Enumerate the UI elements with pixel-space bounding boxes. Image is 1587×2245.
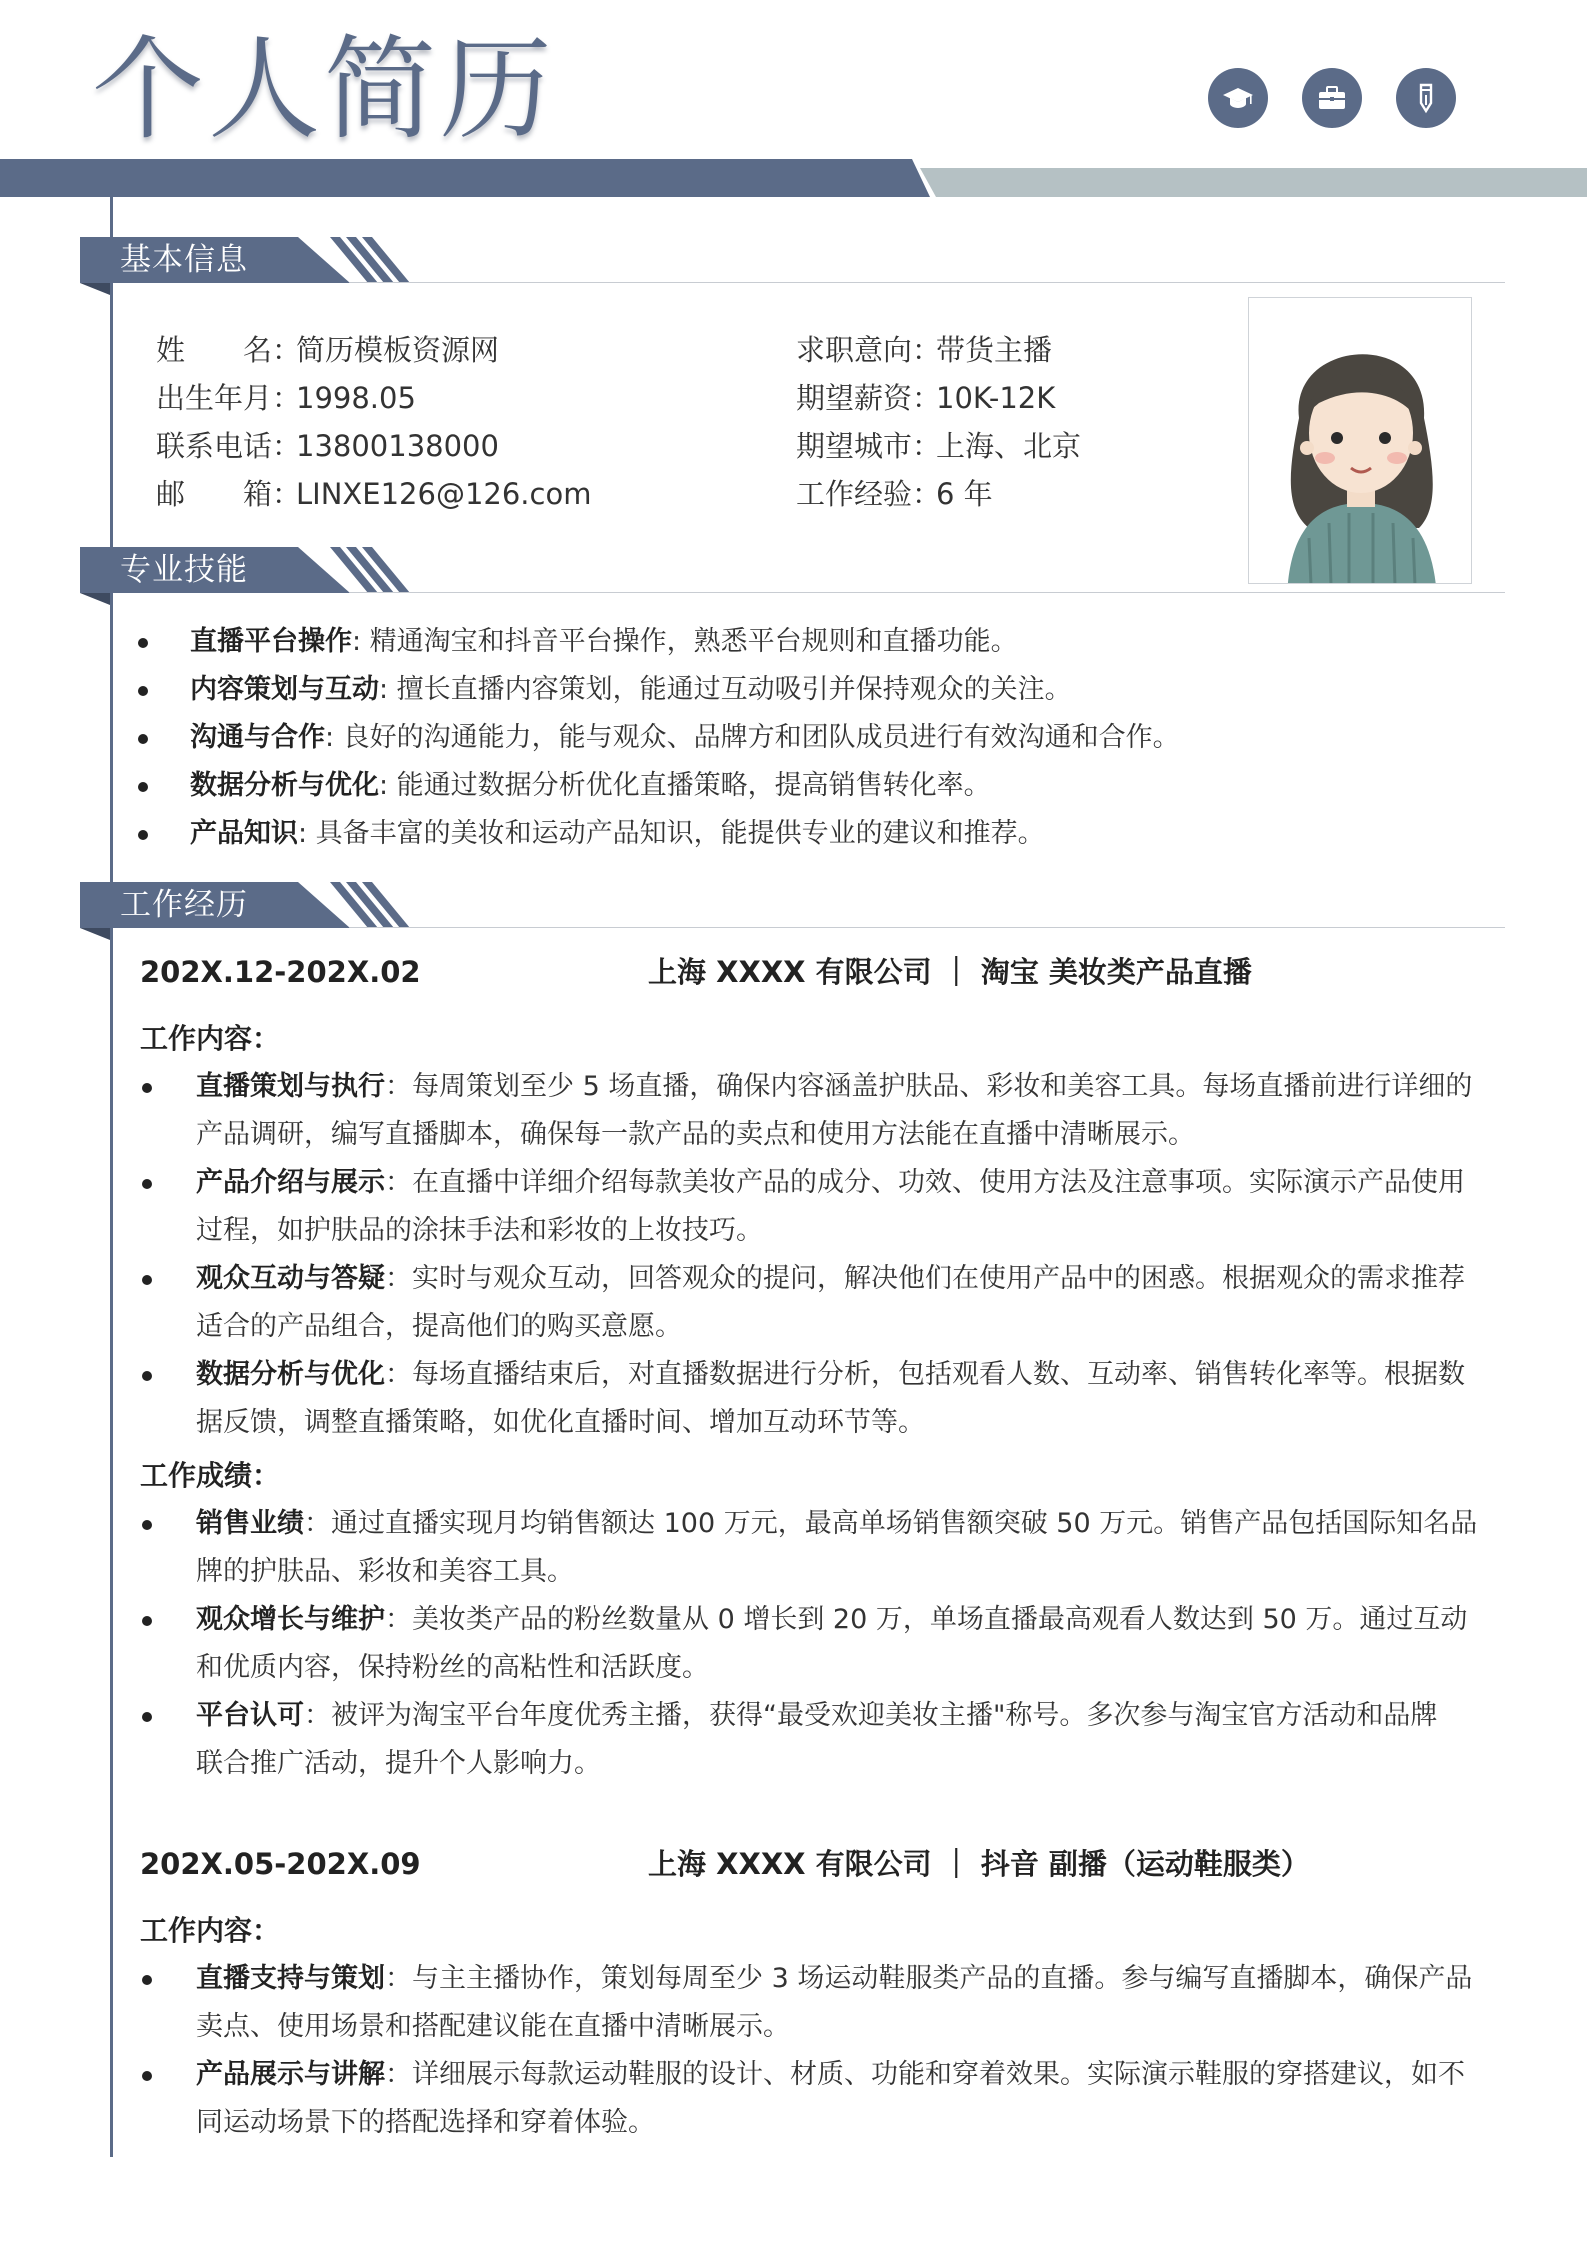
job-company: 上海 XXXX 有限公司 ｜ 抖音 副播（运动鞋服类） xyxy=(648,1847,1310,1881)
header-bar-light xyxy=(920,168,1587,197)
job-header xyxy=(140,1840,1510,1888)
job-result-list xyxy=(140,1500,1510,1788)
list-item: 直播策划与执行：每周策划至少 5 场直播，确保内容涵盖护肤品、彩妆和美容工具。每场直播前进行详细的 产品调研，编写直播脚本，确保每一款产品的卖点和使用方法能在直播中清晰展示。 xyxy=(140,1063,1510,1159)
list-item: 直播支持与策划：与主主播协作，策划每周至少 3 场运动鞋服类产品的直播。参与编写直播脚本，确保产品 卖点、使用场景和搭配建议能在直播中清晰展示。 xyxy=(140,1955,1510,2051)
section-title-experience: 工作经历 xyxy=(120,887,248,923)
list-item: 观众增长与维护：美妆类产品的粉丝数量从 0 增长到 20 万，单场直播最高观看人数达到 50 万。通过互动 和优质内容，保持粉丝的高粘性和活跃度。 xyxy=(140,1596,1510,1692)
info-phone: 联系电话： 13800138000 xyxy=(156,429,499,463)
stripes-decoration xyxy=(330,547,430,593)
list-item: 平台认可：被评为淘宝平台年度优秀主播，获得“最受欢迎美妆主播"称号。多次参与淘宝官方活动和品牌 联合推广活动，提升个人影响力。 xyxy=(140,1692,1510,1788)
top-icon-group xyxy=(1208,68,1456,128)
stripes-decoration xyxy=(330,237,430,283)
job-period: 202X.05-202X.09 xyxy=(140,1847,421,1881)
job-content-title: 工作内容： xyxy=(140,1022,281,1055)
graduation-cap-icon xyxy=(1208,68,1268,128)
basic-info-right xyxy=(796,326,1081,518)
section-header-basic xyxy=(80,237,1505,285)
pen-icon xyxy=(1396,68,1456,128)
basic-info-left xyxy=(156,326,591,518)
header-bar-dark xyxy=(0,159,930,197)
list-item: 沟通与合作: 良好的沟通能力，能与观众、品牌方和团队成员进行有效沟通和合作。 xyxy=(132,714,1502,762)
list-item: 产品展示与讲解：详细展示每款运动鞋服的设计、材质、功能和穿着效果。实际演示鞋服的穿搭建议，如不 同运动场景下的搭配选择和穿着体验。 xyxy=(140,2051,1510,2147)
list-item: 产品知识: 具备丰富的美妆和运动产品知识，能提供专业的建议和推荐。 xyxy=(132,810,1502,858)
job-header xyxy=(140,948,1510,996)
info-objective: 求职意向： 带货主播 xyxy=(796,333,1053,367)
list-item: 内容策划与互动: 擅长直播内容策划，能通过互动吸引并保持观众的关注。 xyxy=(132,666,1502,714)
briefcase-icon xyxy=(1302,68,1362,128)
list-item: 销售业绩：通过直播实现月均销售额达 100 万元，最高单场销售额突破 50 万元。销售产品包括国际知名品 牌的护肤品、彩妆和美容工具。 xyxy=(140,1500,1510,1596)
job-content-list xyxy=(140,1063,1510,1447)
job-content-title: 工作内容： xyxy=(140,1914,281,1947)
timeline-line xyxy=(110,197,113,2157)
list-item: 直播平台操作: 精通淘宝和抖音平台操作，熟悉平台规则和直播功能。 xyxy=(132,618,1502,666)
info-birth: 出生年月： 1998.05 xyxy=(156,381,416,415)
avatar-photo xyxy=(1248,297,1472,584)
resume-title: 个人简历 xyxy=(92,25,556,155)
info-city: 期望城市： 上海、北京 xyxy=(796,429,1082,463)
section-header-skills xyxy=(80,547,1505,595)
info-name: 姓 名： 简历模板资源网 xyxy=(156,333,500,367)
list-item: 产品介绍与展示：在直播中详细介绍每款美妆产品的成分、功效、使用方法及注意事项。实际演示产品使用 过程，如护肤品的涂抹手法和彩妆的上妆技巧。 xyxy=(140,1159,1510,1255)
list-item: 数据分析与优化: 能通过数据分析优化直播策略，提高销售转化率。 xyxy=(132,762,1502,810)
job-content-list xyxy=(140,1955,1510,2147)
info-email: 邮 箱： LINXE126@126.com xyxy=(156,477,592,511)
section-title-basic: 基本信息 xyxy=(120,242,248,278)
info-salary: 期望薪资： 10K-12K xyxy=(796,381,1056,415)
stripes-decoration xyxy=(330,882,430,928)
job-period: 202X.12-202X.02 xyxy=(140,955,421,989)
skills-list xyxy=(132,618,1502,858)
section-title-skills: 专业技能 xyxy=(120,552,248,588)
job-result-title: 工作成绩： xyxy=(140,1459,281,1492)
job-company: 上海 XXXX 有限公司 ｜ 淘宝 美妆类产品直播 xyxy=(648,955,1252,989)
list-item: 数据分析与优化：每场直播结束后，对直播数据进行分析，包括观看人数、互动率、销售转化率等。根据数 据反馈，调整直播策略，如优化直播时间、增加互动环节等。 xyxy=(140,1351,1510,1447)
list-item: 观众互动与答疑：实时与观众互动，回答观众的提问，解决他们在使用产品中的困惑。根据观众的需求推荐 适合的产品组合，提高他们的购买意愿。 xyxy=(140,1255,1510,1351)
info-experience: 工作经验： 6 年 xyxy=(796,477,993,511)
section-header-experience xyxy=(80,882,1505,930)
